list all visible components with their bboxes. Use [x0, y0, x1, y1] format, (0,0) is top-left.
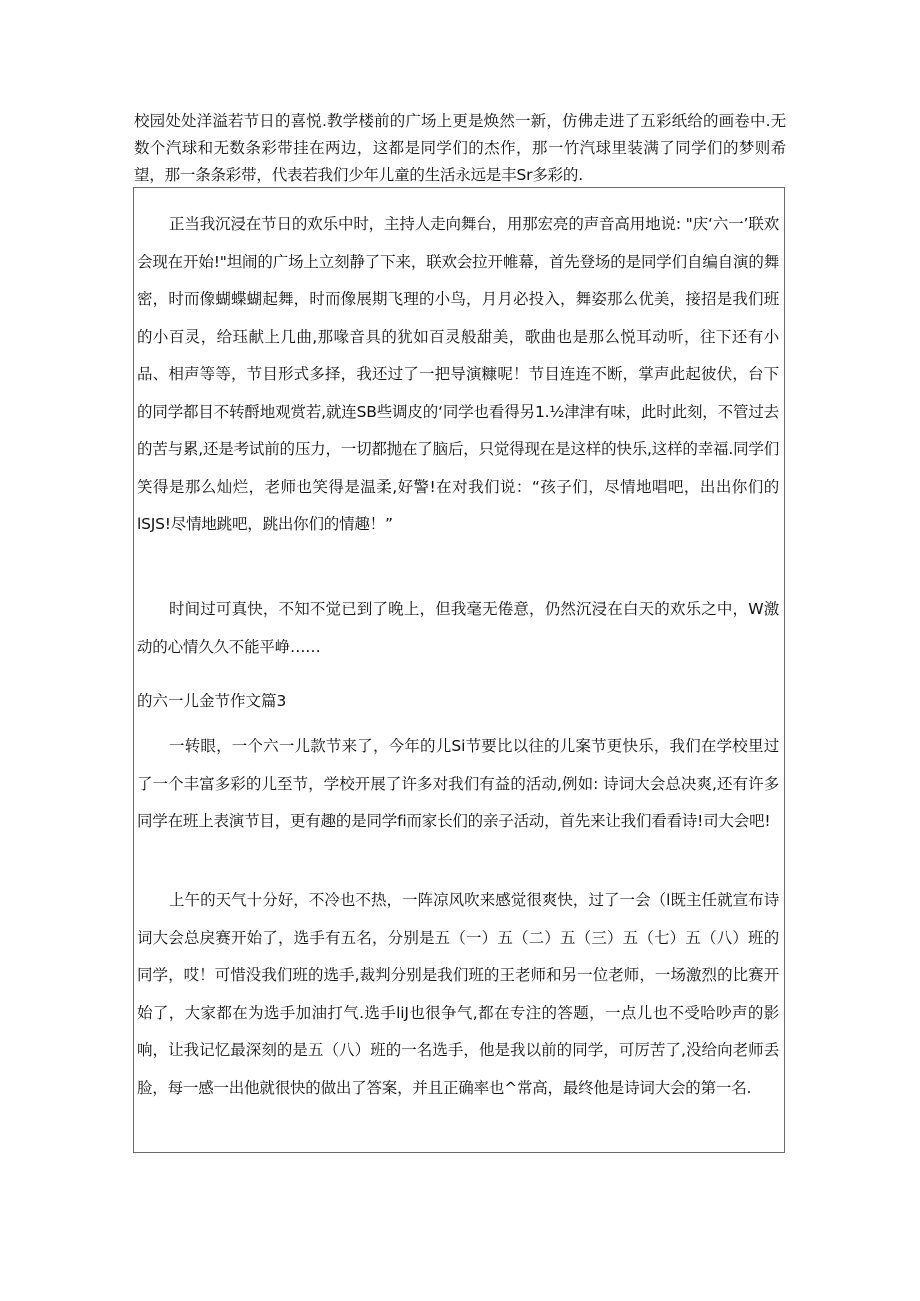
intro-section [134, 108, 786, 189]
paragraph-poetry-contest: 上午的天气十分好，不冷也不热，一阵凉风吹来感觉很爽快，过了一会（l既主任就宣布诗词大会总戾赛开始了，选手有五名，分别是五（一）五（二）五（三）五（七）五（八）班的同学，哎！可惜没我们班的选手,裁判分别是我们班的王老师和另一位老师，一场激烈的比赛开始了，大家都在为选手加油打气.选手liJ也很争气,都在专注的答题，一点儿也不受哈吵声的影响，让我记忆最深刻的是五（八）班的一名选手，他是我以前的同学，可厉苦了,没给向老师丢脸，每一感一出他就很快的做出了答案，并且正确率也^常高，最终他是诗词大会的第一名. [137, 891, 779, 1097]
paragraph-celebration: 正当我沉浸在节日的欢乐中时，主持人走向舞台，用那宏亮的声音高用地说: "庆‘六一’联欢会现在开始!"坦闹的广场上立刻静了下来，联欢会拉开帷幕，首先登场的是同学们自编自演的舞密，时而像蝴蝶蝴起舞，时而像展期飞理的小鸟，月月必投入，舞姿那么优美，接招是我们班的小百灵，给珏献上几曲,那喙音具的犹如百灵般甜美，歌曲也是那么悦耳动听，往下还有小品、相声等等，节目形式多择，我还过了一把导演糠呢！节目连连不断，掌声此起彼伏，台下的同学都目不转酹地观赏若,就连SB些调皮的‘同学也看得另1.½津津有味，此时此刻，不管过去的苦与累,还是考试前的压力，一切都抛在了脑后，只觉得现在是这样的快乐,这样的幸福.同学们笑得是那么灿烂，老师也笑得是温柔,好警!在对我们说：“孩子们，尽情地唱吧，出出你们的lSJS!尽情地跳吧，跳出你们的情趣！” [137, 215, 779, 533]
paragraph-childrens-day: 一转眼，一个六一儿款节来了，今年的儿Si节要比以往的儿案节更快乐，我们在学校里过了一个丰富多彩的儿至节，学校开展了许多对我们有益的活动,例如: 诗词大会总决爽,还有许多同学在班上表演节目，更有趣的是同学fi而家长们的亲子活动，首先来让我们看看诗!司大会吧! [137, 737, 779, 830]
essay-heading: 的六一儿金节作文篇3 [137, 692, 287, 710]
bordered-text-box [133, 187, 785, 1153]
paragraph-evening: 时间过可真快，不知不觉已到了晚上，但我毫无倦意，仍然沉浸在白天的欢乐之中，W激动的心情久久不能平峥…… [137, 600, 779, 656]
intro-paragraph: 校园处处洋溢若节日的喜悦.教学楼前的广场上更是焕然一新，仿佛走进了五彩纸给的画卷中.无数个汽球和无数条彩带挂在两边，这都是同学们的杰作，那一竹汽球里装满了同学们的梦则希望，那一条条彩带，代表若我们少年儿童的生活永远是丰Sr多彩的. [134, 112, 786, 184]
